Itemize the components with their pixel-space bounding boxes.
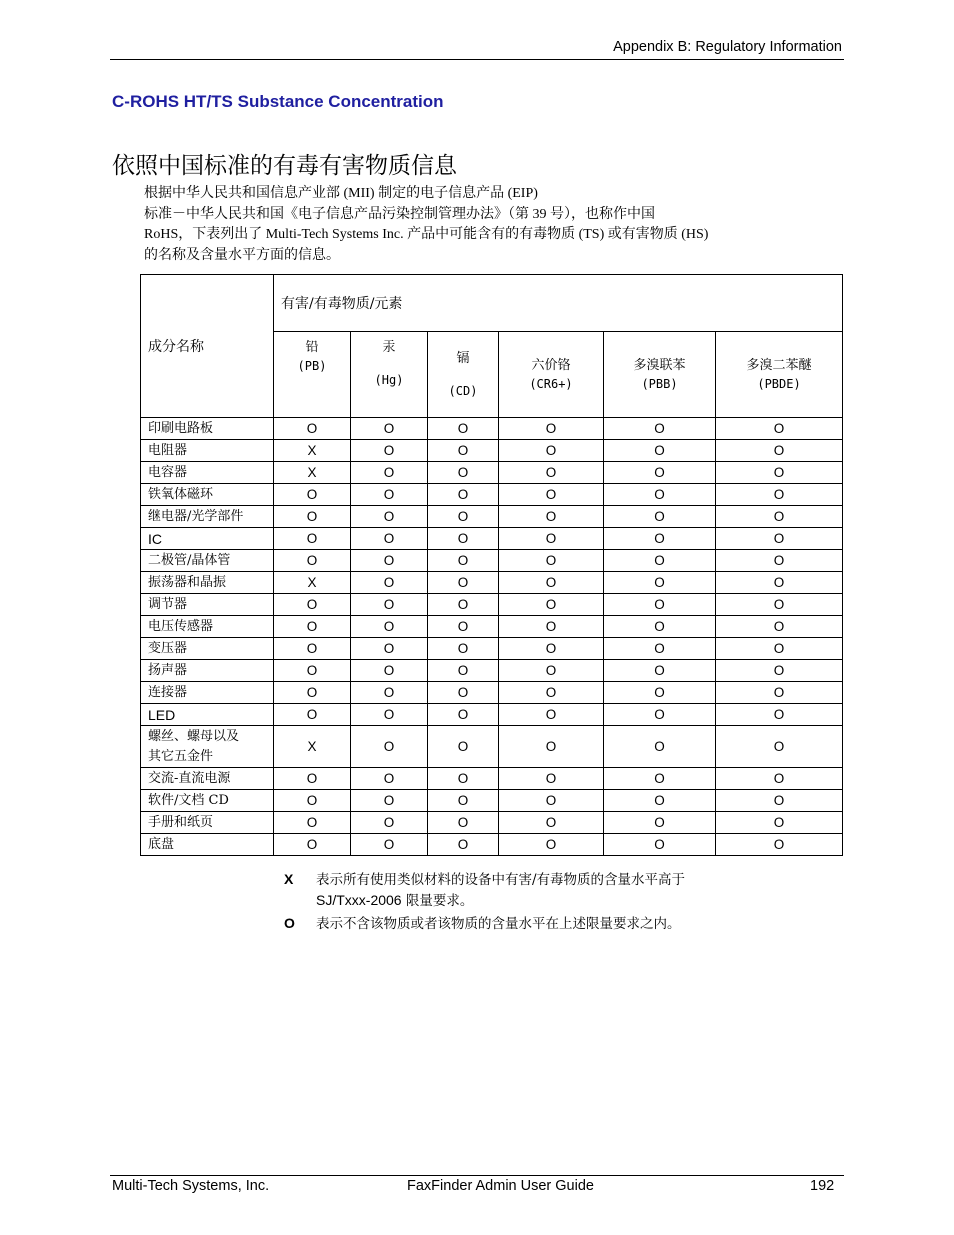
table-row (141, 550, 843, 572)
legend-x-line-2-rest: 限量要求。 (401, 893, 474, 909)
component-name: 连接器 (141, 682, 274, 704)
substance-symbol: (Hg) (374, 373, 404, 387)
value-cell: O (716, 528, 843, 550)
substance-symbol: (PB) (297, 359, 327, 373)
value-cell: O (274, 834, 351, 856)
value-cell: O (274, 812, 351, 834)
value-cell: O (716, 462, 843, 484)
value-cell: O (604, 616, 716, 638)
value-cell: O (499, 812, 604, 834)
legend-o-text: 表示不含该物质或者该物质的含量水平在上述限量要求之内。 (316, 916, 681, 932)
table-row (141, 528, 843, 550)
value-cell: O (274, 704, 351, 726)
table-row (141, 572, 843, 594)
value-cell: O (499, 768, 604, 790)
value-cell: O (274, 616, 351, 638)
value-cell: O (499, 638, 604, 660)
component-name: 扬声器 (141, 660, 274, 682)
table-row (141, 682, 843, 704)
value-cell: O (499, 572, 604, 594)
substance-header-cr6 (499, 332, 604, 418)
value-cell: O (351, 594, 428, 616)
value-cell: O (428, 638, 499, 660)
value-cell: O (351, 812, 428, 834)
component-name: 手册和纸页 (141, 812, 274, 834)
value-cell: O (428, 704, 499, 726)
value-cell: O (428, 682, 499, 704)
component-name: 变压器 (141, 638, 274, 660)
table-body (141, 418, 843, 856)
component-name-line: 其它五金件 (148, 748, 214, 764)
value-cell: O (274, 682, 351, 704)
value-cell: O (716, 768, 843, 790)
footer-company: Multi-Tech Systems, Inc. (112, 1178, 270, 1194)
component-name (141, 726, 274, 768)
table-row (141, 638, 843, 660)
table-row (141, 768, 843, 790)
value-cell: O (351, 572, 428, 594)
value-cell: X (274, 440, 351, 462)
value-cell: O (428, 528, 499, 550)
substance-name: 汞 (382, 340, 396, 355)
intro-paragraph (144, 184, 834, 266)
value-cell: O (604, 812, 716, 834)
component-name: 电压传感器 (141, 616, 274, 638)
value-cell: O (428, 484, 499, 506)
value-cell: O (351, 790, 428, 812)
value-cell: O (604, 834, 716, 856)
substance-symbol: (PBDE) (757, 376, 801, 391)
value-cell: O (716, 484, 843, 506)
table-row (141, 660, 843, 682)
value-cell: O (351, 528, 428, 550)
substance-symbol: (CR6+) (529, 376, 573, 391)
value-cell: O (604, 484, 716, 506)
table-row (141, 812, 843, 834)
value-cell: O (351, 834, 428, 856)
value-cell: O (351, 638, 428, 660)
value-cell: O (499, 726, 604, 768)
component-name: LED (141, 704, 274, 726)
substance-header-pbde (716, 332, 843, 418)
value-cell: O (499, 660, 604, 682)
table-row (141, 704, 843, 726)
value-cell: O (428, 834, 499, 856)
intro-line-2: 标准－中华人民共和国《电子信息产品污染控制管理办法》（第 39 号），也称作中国 (144, 206, 655, 222)
value-cell: O (716, 572, 843, 594)
value-cell: O (351, 616, 428, 638)
substance-header-pbb (604, 332, 716, 418)
value-cell: O (499, 682, 604, 704)
value-cell: O (428, 812, 499, 834)
value-cell: O (716, 790, 843, 812)
value-cell: O (351, 418, 428, 440)
component-header: 成分名称 (141, 275, 274, 418)
value-cell: O (716, 550, 843, 572)
substance-name: 六价铬 (531, 357, 571, 373)
value-cell: O (274, 550, 351, 572)
component-name: 电阻器 (141, 440, 274, 462)
legend-x-key: X (284, 871, 294, 887)
value-cell: O (351, 726, 428, 768)
standard-code: SJ/Txxx-2006 (316, 892, 402, 908)
value-cell: O (604, 704, 716, 726)
value-cell: O (604, 418, 716, 440)
value-cell: O (428, 790, 499, 812)
value-cell: O (716, 704, 843, 726)
value-cell: O (499, 528, 604, 550)
table-row (141, 462, 843, 484)
legend-x-line-1: 表示所有使用类似材料的设备中有害/有毒物质的含量水平高于 (316, 872, 686, 888)
value-cell: O (428, 660, 499, 682)
substance-table (140, 274, 843, 856)
component-name: 软件/文档 CD (141, 790, 274, 812)
value-cell: O (428, 550, 499, 572)
value-cell: O (428, 418, 499, 440)
value-cell: O (499, 484, 604, 506)
value-cell: O (428, 768, 499, 790)
value-cell: O (604, 550, 716, 572)
value-cell: O (428, 572, 499, 594)
component-name: 印刷电路板 (141, 418, 274, 440)
component-name: 调节器 (141, 594, 274, 616)
value-cell: O (716, 726, 843, 768)
value-cell: O (351, 768, 428, 790)
table-row (141, 594, 843, 616)
value-cell: O (428, 726, 499, 768)
value-cell: O (716, 616, 843, 638)
value-cell: X (274, 572, 351, 594)
substance-name: 多溴联苯 (633, 357, 686, 373)
value-cell: O (428, 506, 499, 528)
value-cell: O (351, 440, 428, 462)
table-row (141, 440, 843, 462)
value-cell: O (604, 660, 716, 682)
page-header-title: Appendix B: Regulatory Information (613, 39, 842, 55)
value-cell: O (716, 638, 843, 660)
value-cell: O (499, 834, 604, 856)
value-cell: O (274, 660, 351, 682)
value-cell: O (428, 440, 499, 462)
value-cell: O (274, 418, 351, 440)
intro-line-1: 根据中华人民共和国信息产业部 (MII) 制定的电子信息产品 (EIP) (144, 186, 538, 201)
substance-symbol: (CD) (448, 383, 478, 398)
value-cell: O (428, 594, 499, 616)
substance-name: 多溴二苯醚 (746, 357, 812, 373)
footer-rule (110, 1175, 844, 1176)
value-cell: O (274, 638, 351, 660)
table-row (141, 506, 843, 528)
value-cell: O (716, 506, 843, 528)
value-cell: O (604, 682, 716, 704)
table-row (141, 790, 843, 812)
footer-page-number: 192 (810, 1178, 835, 1194)
header-rule (110, 59, 844, 60)
value-cell: O (351, 704, 428, 726)
component-name: 二极管/晶体管 (141, 550, 274, 572)
table-row (141, 616, 843, 638)
intro-line-4: 的名称及含量水平方面的信息。 (144, 247, 340, 263)
value-cell: O (604, 768, 716, 790)
value-cell: O (351, 506, 428, 528)
chinese-title: 依照中国标准的有毒有害物质信息 (112, 153, 457, 179)
substance-header-pb (274, 332, 351, 418)
table-row (141, 834, 843, 856)
value-cell: O (604, 594, 716, 616)
value-cell: O (351, 484, 428, 506)
table-row (141, 726, 843, 768)
value-cell: O (351, 660, 428, 682)
value-cell: O (499, 440, 604, 462)
value-cell: O (351, 462, 428, 484)
substance-header-cd (428, 332, 499, 418)
value-cell: O (499, 418, 604, 440)
substance-symbol: (PBB) (641, 376, 678, 391)
table-row (141, 484, 843, 506)
substance-header-hg (351, 332, 428, 418)
substance-name: 镉 (456, 350, 470, 366)
value-cell: O (716, 440, 843, 462)
value-cell: O (604, 572, 716, 594)
value-cell: O (428, 462, 499, 484)
value-cell: O (604, 528, 716, 550)
value-cell: O (351, 682, 428, 704)
value-cell: O (604, 726, 716, 768)
value-cell: O (499, 550, 604, 572)
component-name: IC (141, 528, 274, 550)
value-cell: O (499, 462, 604, 484)
legend-x-line-2 (316, 890, 685, 911)
value-cell: O (499, 790, 604, 812)
substance-name: 铅 (305, 340, 319, 355)
value-cell: O (499, 616, 604, 638)
value-cell: O (274, 594, 351, 616)
section-title: C-ROHS HT/TS Substance Concentration (112, 92, 444, 111)
value-cell: X (274, 462, 351, 484)
value-cell: O (499, 506, 604, 528)
component-name: 交流-直流电源 (141, 768, 274, 790)
component-name: 继电器/光学部件 (141, 506, 274, 528)
legend-o-key: O (284, 915, 295, 931)
value-cell: O (351, 550, 428, 572)
value-cell: O (716, 594, 843, 616)
value-cell: O (604, 506, 716, 528)
value-cell: X (274, 726, 351, 768)
component-name: 底盘 (141, 834, 274, 856)
value-cell: O (716, 418, 843, 440)
component-name: 振荡器和晶振 (141, 572, 274, 594)
value-cell: O (716, 834, 843, 856)
value-cell: O (716, 682, 843, 704)
value-cell: O (604, 440, 716, 462)
intro-line-3: RoHS，下表列出了 Multi-Tech Systems Inc. 产品中可能含有的有毒物质 (TS) 或有害物质 (HS) (144, 227, 709, 242)
substance-group-header: 有害/有毒物质/元素 (274, 275, 843, 332)
component-name: 铁氧体磁环 (141, 484, 274, 506)
component-name: 电容器 (141, 462, 274, 484)
value-cell: O (499, 594, 604, 616)
value-cell: O (604, 462, 716, 484)
component-name-line: 螺丝、螺母以及 (148, 728, 240, 744)
value-cell: O (274, 484, 351, 506)
value-cell: O (716, 660, 843, 682)
value-cell: O (274, 768, 351, 790)
footer-guide-title: FaxFinder Admin User Guide (407, 1178, 594, 1194)
value-cell: O (274, 506, 351, 528)
value-cell: O (274, 528, 351, 550)
table-row (141, 418, 843, 440)
legend-x-text (316, 870, 685, 911)
value-cell: O (716, 812, 843, 834)
value-cell: O (604, 790, 716, 812)
value-cell: O (274, 790, 351, 812)
value-cell: O (604, 638, 716, 660)
value-cell: O (499, 704, 604, 726)
value-cell: O (428, 616, 499, 638)
